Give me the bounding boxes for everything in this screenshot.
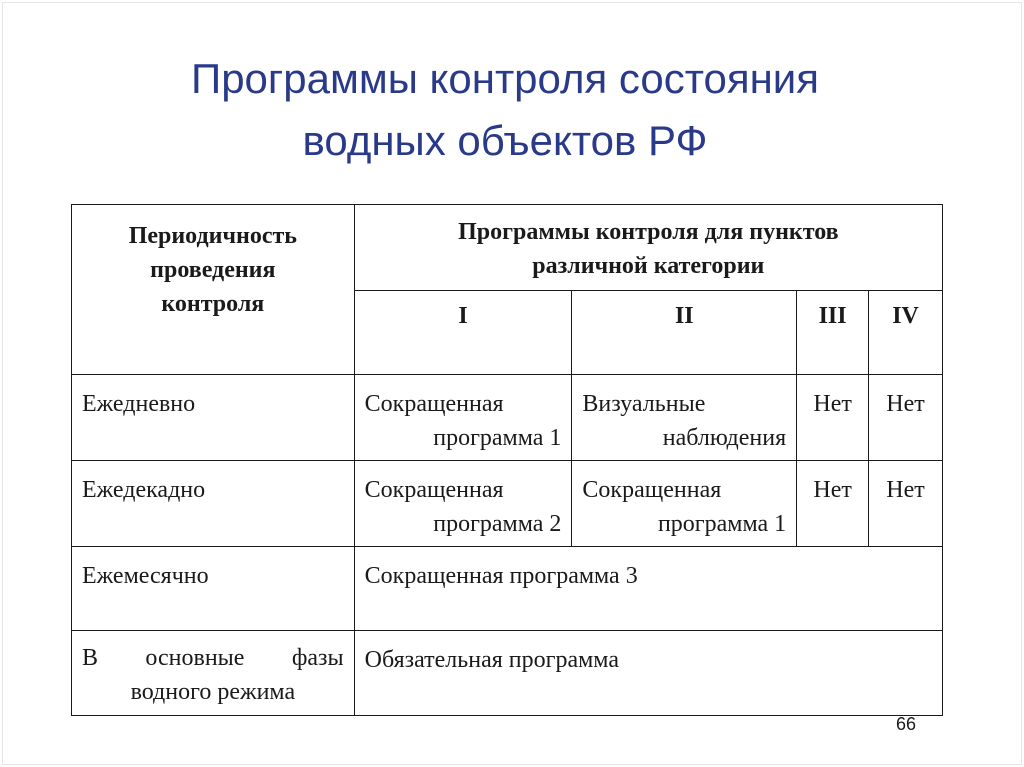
category-header: IV [869,291,943,375]
period-word: основные [145,645,245,671]
table-row [72,547,943,631]
period-line [82,641,344,675]
cell-line: Сокращенная [582,477,722,503]
category-header: III [797,291,869,375]
period-cell: Ежемесячно [72,547,355,631]
title-line-2: водных объектов РФ [302,117,708,164]
page-number: 66 [896,714,917,734]
program-cell: Нет [797,461,869,547]
table-row [72,461,943,547]
monitoring-table [71,204,943,716]
program-cell: Сокращенная программа 3 [354,547,942,631]
cell-line: Визуальные [582,391,706,417]
title-line-1: Программы контроля состояния [191,55,819,102]
program-cell: Нет [869,461,943,547]
period-cell: Ежедекадно [72,461,355,547]
period-cell [72,631,355,716]
program-cell: Нет [869,375,943,461]
cell-line: программа 1 [657,511,787,537]
cell-line: Сокращенная [364,391,504,417]
program-cell [354,461,572,547]
period-word: В [82,645,99,671]
cell-line: Сокращенная [364,477,504,503]
cell-line: программа 1 [433,425,562,451]
slide-title [0,48,1010,172]
program-cell [572,375,797,461]
program-cell: Нет [797,375,869,461]
category-header: I [354,291,572,375]
header-periodicity [72,205,355,375]
category-header: II [572,291,797,375]
table-row [72,375,943,461]
table-row [72,631,943,716]
period-line: водного режима [130,679,296,705]
header-periodicity-label: Периодичность проведения контроля [128,223,297,317]
header-programs-label: Программы контроля для пунктов различной категории [458,219,839,279]
program-cell [572,461,797,547]
cell-line: программа 2 [433,511,562,537]
period-word: фазы [291,645,344,671]
period-cell: Ежедневно [72,375,355,461]
cell-line: наблюдения [662,425,787,451]
program-cell [354,375,572,461]
program-cell: Обязательная программа [354,631,942,716]
header-programs [354,205,942,291]
